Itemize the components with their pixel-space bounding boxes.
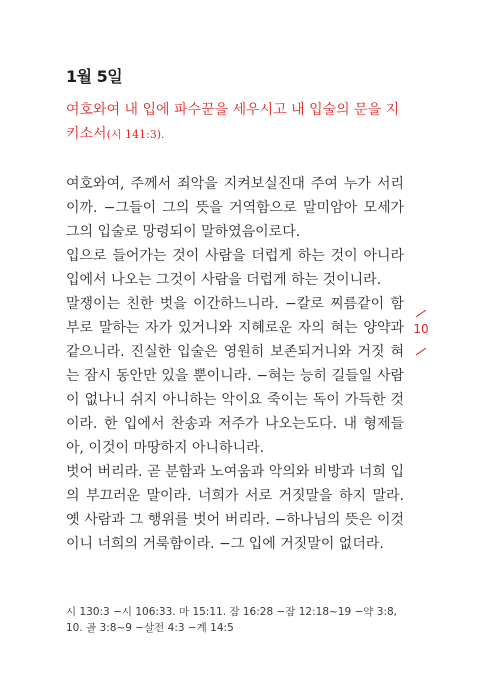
page-number-marker [409, 305, 433, 365]
key-verse-text: 여호와여 내 입에 파수꾼을 세우시고 내 입술의 문을 지키소서 [66, 102, 400, 142]
body-paragraph: 여호와여, 주께서 죄악을 지켜보실진대 주여 누가 서리이까. −그들이 그의 뜻을 거역함으로 말미암아 모세가 그의 입술로 망령되이 말하였음이로다. [66, 176, 404, 240]
body-paragraph: 입으로 들어가는 것이 사람을 더럽게 하는 것이 아니라 입에서 나오는 그것이 사람을 더럽게 하는 것이니라. [66, 248, 404, 288]
page-number: 10 [413, 322, 429, 336]
devotional-body [66, 172, 404, 556]
key-verse [66, 98, 406, 147]
page-marker-bottom-slash [416, 348, 426, 356]
scripture-references: 시 130:3 −시 106:33. 마 15:11. 잠 16:28 −잠 12:18~19 −약 3:8, 10. 골 3:8~9 −살전 4:3 −계 14:5 [66, 606, 398, 634]
page-marker-top-slash [416, 310, 426, 318]
key-verse-reference: (시 141:3). [106, 128, 165, 141]
page-date: 1월 5일 [66, 67, 123, 86]
body-paragraph: 벗어 버리라. 곧 분함과 노여움과 악의와 비방과 너희 입의 부끄러운 말이라. 너희가 서로 거짓말을 하지 말라. 옛 사람과 그 행위를 벗어 버리라. −하나님의 뜻은 이것이니 너희의 거룩함이라. −그 입에 거짓말이 없더라. [66, 464, 404, 552]
body-paragraph: 말쟁이는 친한 벗을 이간하느니라. −칼로 찌름같이 함부로 말하는 자가 있거니와 지혜로운 자의 혀는 양약과 같으니라. 진실한 입술은 영원히 보존되거니와 거짓 혀는 잠시 동안만 있을 뿐이니라. −혀는 능히 길들일 사람이 없나니 쉬지 아니하는 악이요 죽이는 독이 가득한 것이라. 한 입에서 찬송과 저주가 나오는도다. 내 형제들아, 이것이 마땅하지 아니하니라. [66, 296, 404, 456]
